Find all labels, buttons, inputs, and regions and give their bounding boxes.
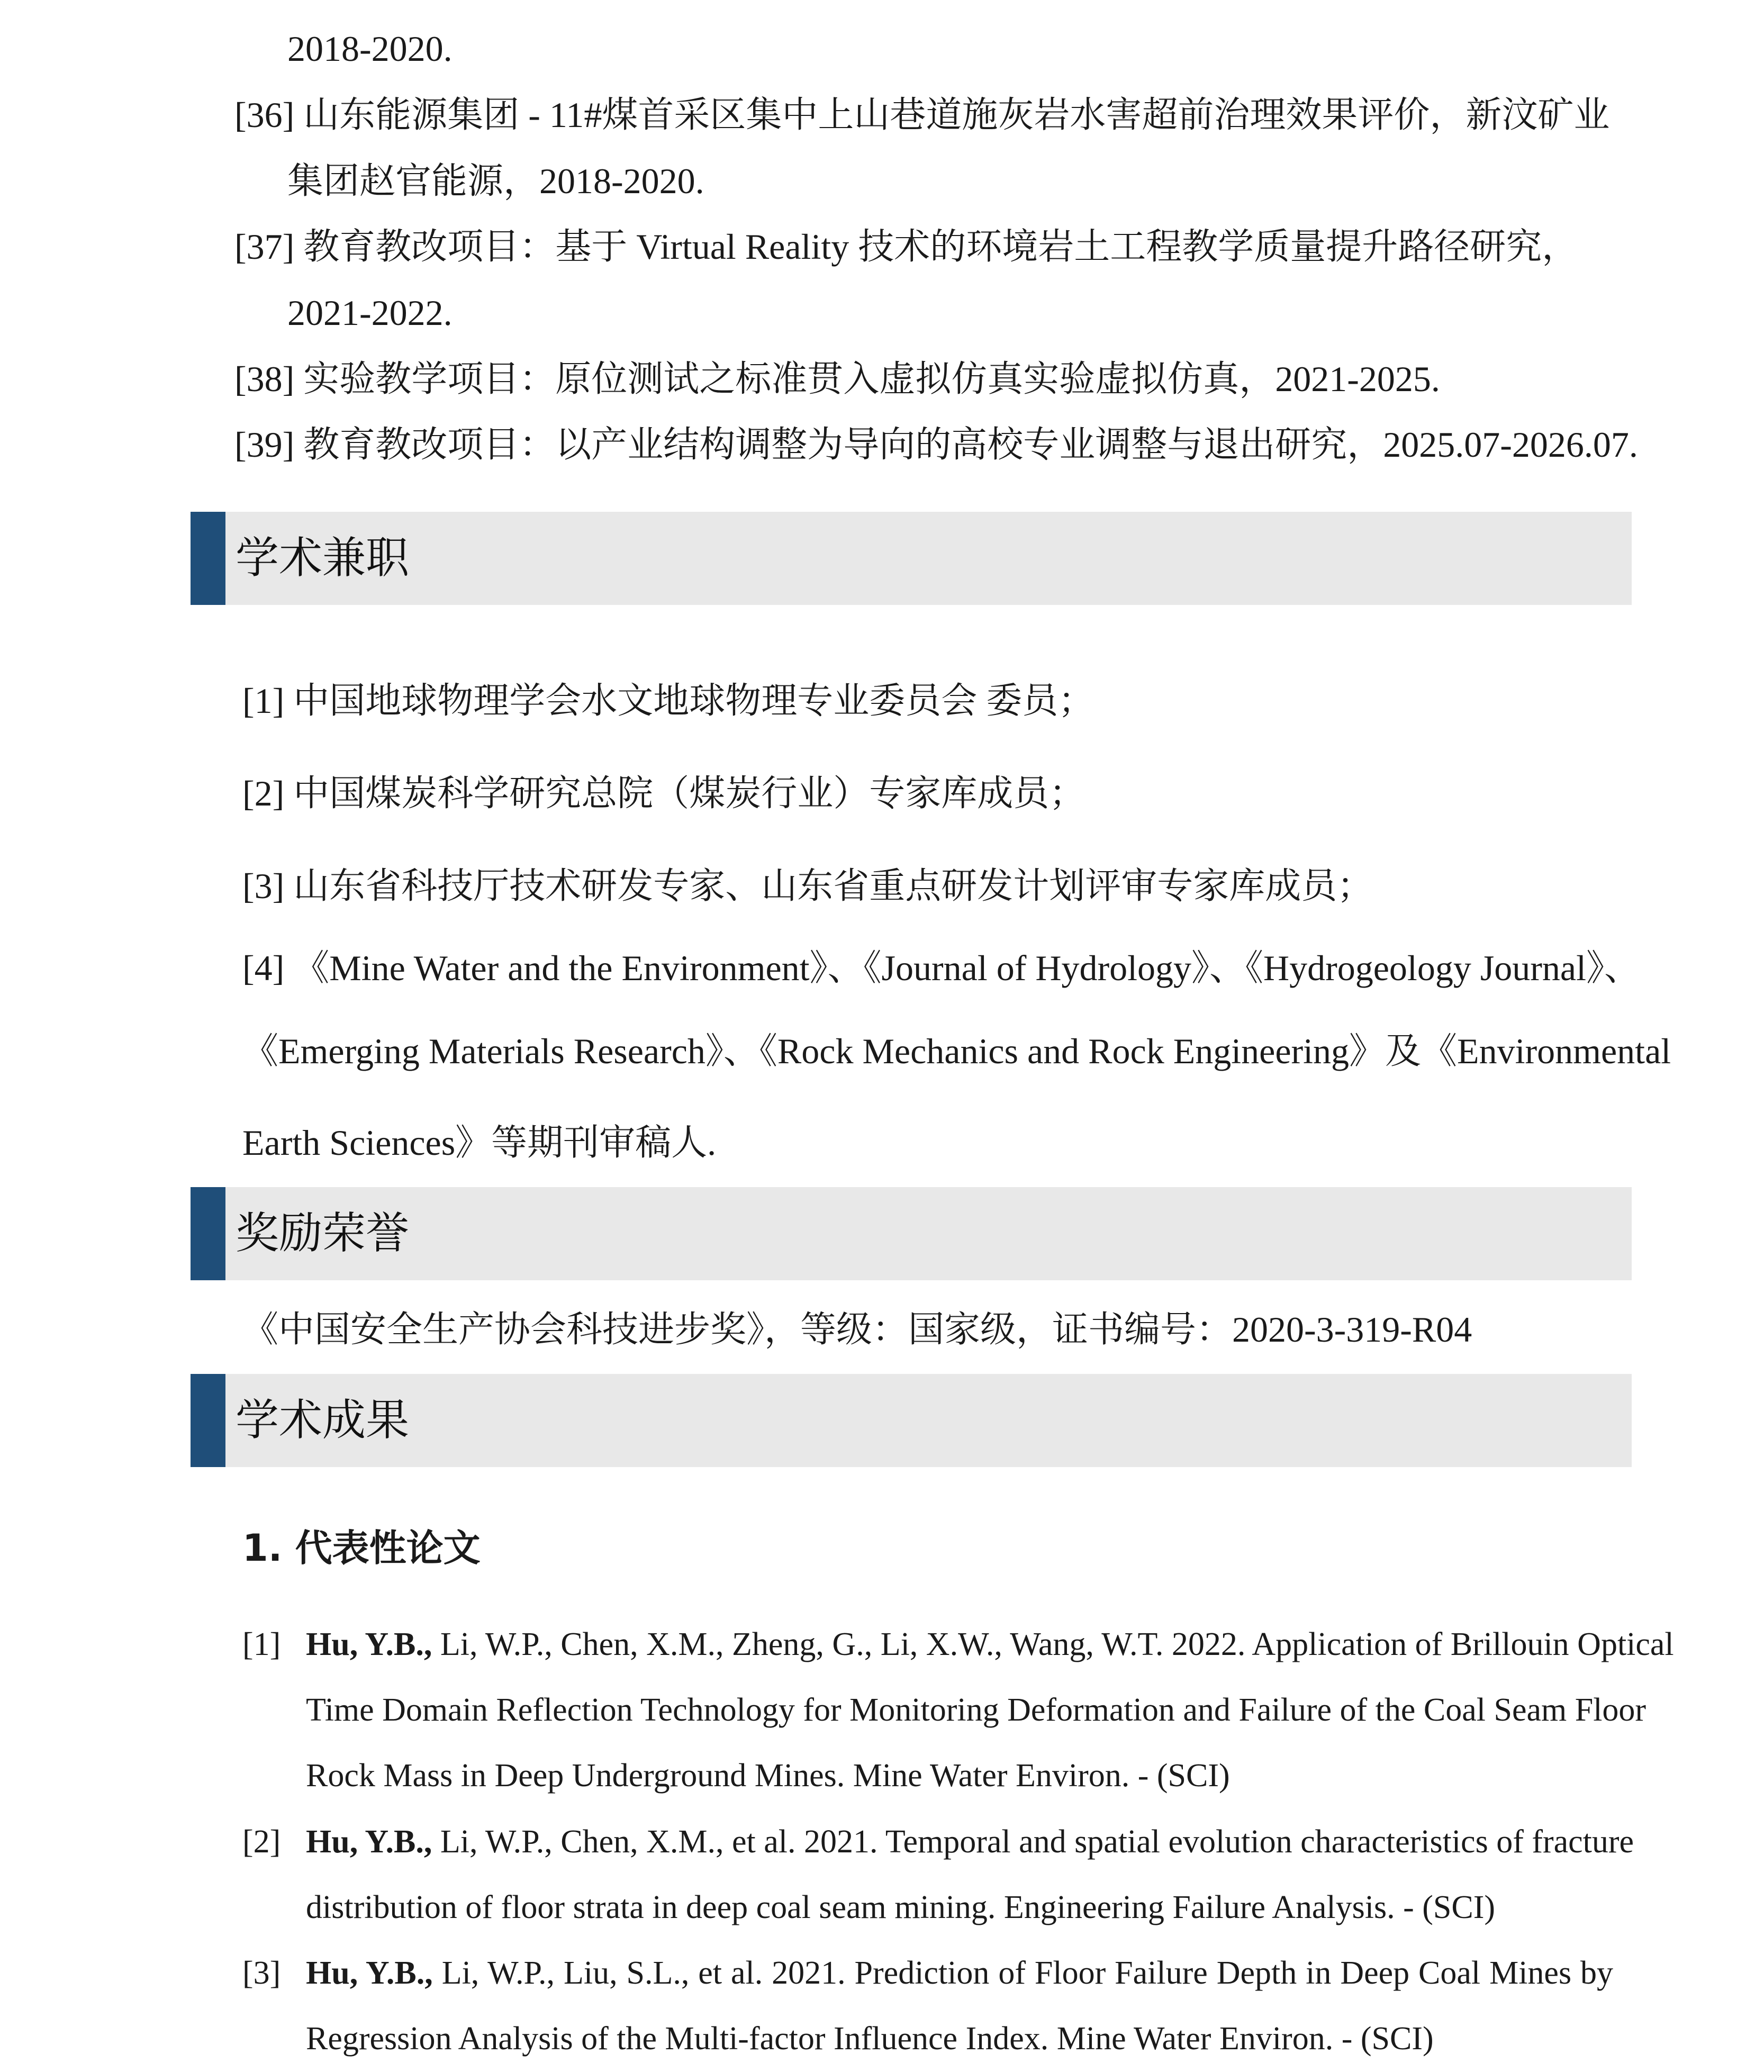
paper-line: Hu, Y.B., Li, W.P., Liu, S.L., et al. 2021. Prediction of Floor Failure Depth in Deep Coal Mines by <box>306 1955 1614 1991</box>
paper-author: Hu, Y.B., <box>306 1626 432 1662</box>
section-title: 奖励荣誉 <box>236 1208 410 1259</box>
position-item-3: [3] 山东省科技厅技术研发专家、山东省重点研发计划评审专家库成员； <box>242 866 1373 906</box>
project-36-line1: [36] 山东能源集团 - 11#煤首采区集中上山巷道施灰岩水害超前治理效果评价，新汶矿业 <box>234 95 1610 135</box>
section-title: 学术兼职 <box>236 533 410 583</box>
paper-line: Hu, Y.B., Li, W.P., Chen, X.M., et al. 2021. Temporal and spatial evolution characteristics of fracture <box>306 1824 1634 1860</box>
award-item-1: 《中国安全生产协会科技进步奖》，等级：国家级，证书编号：2020-3-319-R04 <box>242 1309 1472 1350</box>
section-academic-positions <box>191 512 1632 605</box>
paper-author: Hu, Y.B., <box>306 1824 432 1860</box>
project-37-line2: 2021-2022. <box>287 293 453 333</box>
project-36-line2: 集团赵官能源，2018-2020. <box>287 161 704 201</box>
paper-author: Hu, Y.B., <box>306 1955 433 1991</box>
section-title: 学术成果 <box>236 1395 410 1445</box>
paper-line: Rock Mass in Deep Underground Mines. Mine Water Environ. - (SCI) <box>306 1758 1230 1794</box>
project-35-continuation: 2018-2020. <box>287 29 453 69</box>
paper-line: Time Domain Reflection Technology for Monitoring Deformation and Failure of the Coal Seam Floor <box>306 1692 1647 1728</box>
paper-number: [1] <box>242 1626 281 1662</box>
subheading-representative-papers: 1. 代表性论文 <box>242 1526 481 1570</box>
project-37-line1: [37] 教育教改项目：基于 Virtual Reality 技术的环境岩土工程教学质量提升路径研究， <box>234 227 1578 267</box>
section-accent-bar <box>191 512 225 605</box>
position-item-4-line2: 《Emerging Materials Research》、《Rock Mechanics and Rock Engineering》及《Environmental <box>242 1031 1671 1071</box>
position-item-4-line3: Earth Sciences》等期刊审稿人. <box>242 1123 717 1163</box>
paper-line: Regression Analysis of the Multi-factor Influence Index. Mine Water Environ. - (SCI) <box>306 2021 1434 2057</box>
section-awards <box>191 1187 1632 1280</box>
position-item-4-line1: [4] 《Mine Water and the Environment》、《Journal of Hydrology》、《Hydrogeology Journal》、 <box>242 948 1641 988</box>
position-item-2: [2] 中国煤炭科学研究总院（煤炭行业）专家库成员； <box>242 773 1085 813</box>
section-accent-bar <box>191 1374 225 1467</box>
paper-line: distribution of floor strata in deep coal seam mining. Engineering Failure Analysis. - (SCI) <box>306 1889 1496 1925</box>
project-38: [38] 实验教学项目：原位测试之标准贯入虚拟仿真实验虚拟仿真，2021-2025. <box>234 359 1440 399</box>
paper-number: [2] <box>242 1824 281 1860</box>
position-item-1: [1] 中国地球物理学会水文地球物理专业委员会 委员； <box>242 681 1094 721</box>
section-achievements <box>191 1374 1632 1467</box>
paper-line: Hu, Y.B., Li, W.P., Chen, X.M., Zheng, G., Li, X.W., Wang, W.T. 2022. Application of Brillouin Optical <box>306 1626 1674 1662</box>
section-accent-bar <box>191 1187 225 1280</box>
project-39: [39] 教育教改项目：以产业结构调整为导向的高校专业调整与退出研究，2025.07-2026.07. <box>234 424 1638 465</box>
paper-number: [3] <box>242 1955 281 1991</box>
